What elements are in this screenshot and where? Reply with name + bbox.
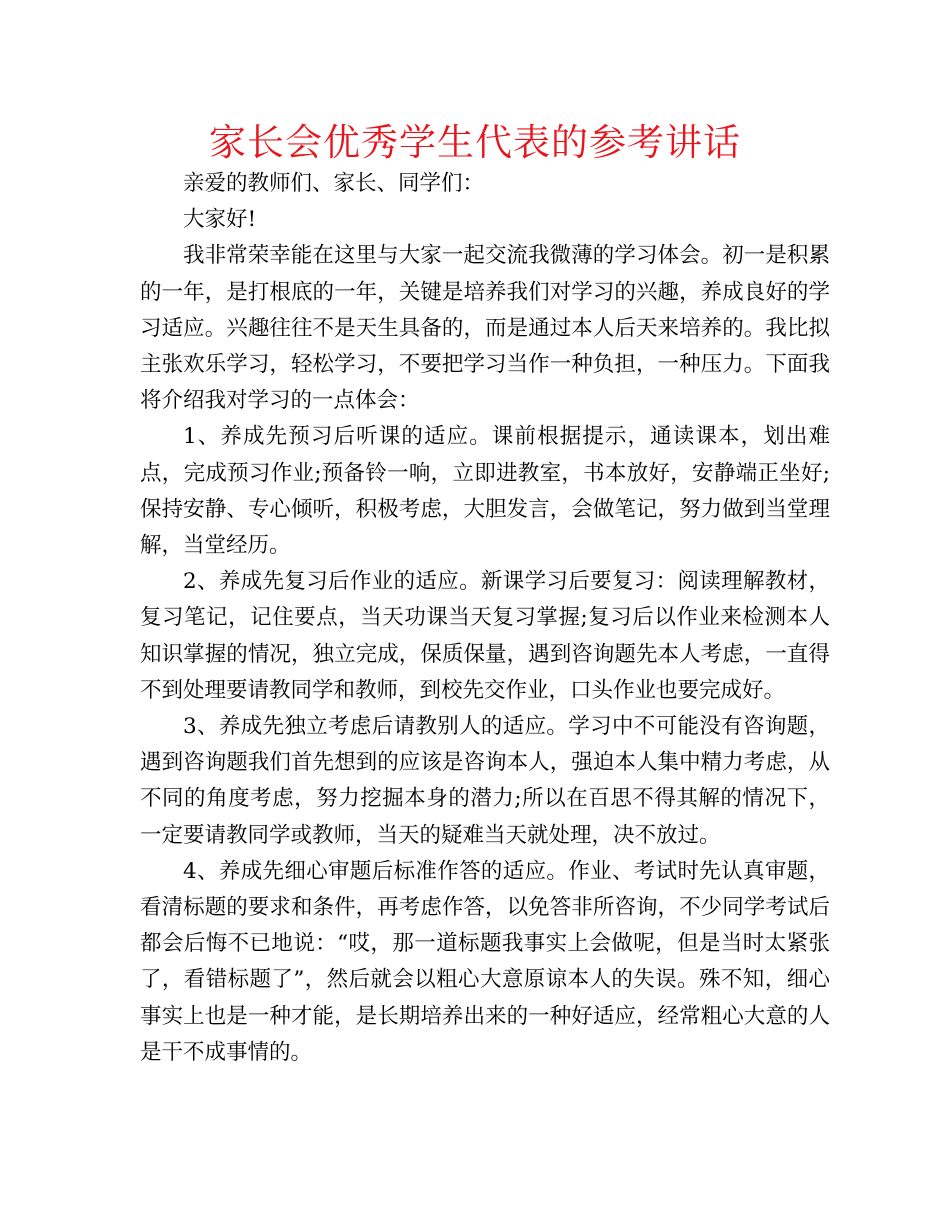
document-body: [140, 166, 830, 1071]
point-1-paragraph: 1、养成先预习后听课的适应。课前根据提示，通读课本，划出难点，完成预习作业;预备铃一响，立即进教室，书本放好，安静端正坐好;保持安静、专心倾听，积极考虑，大胆发言，会做笔记，努力做到当堂理解，当堂经历。: [140, 424, 830, 559]
intro-paragraph: 我非常荣幸能在这里与大家一起交流我微薄的学习体会。初一是积累的一年，是打根底的一年，关键是培养我们对学习的兴趣，养成良好的学习适应。兴趣往往不是天生具备的，而是通过本人后天来培养的。我比拟主张欢乐学习，轻松学习，不要把学习当作一种负担，一种压力。下面我将介绍我对学习的一点体会：: [140, 243, 830, 414]
greeting: 大家好!: [183, 207, 257, 233]
document-title: 家长会优秀学生代表的参考讲话: [209, 121, 741, 164]
point-4-paragraph: 4、养成先细心审题后标准作答的适应。作业、考试时先认真审题，看清标题的要求和条件，再考虑作答，以免答非所咨询，不少同学考试后都会后悔不已地说：“哎，那一道标题我事实上会做呢，但是当时太紧张了，看错标题了”，然后就会以粗心大意原谅本人的失误。殊不知，细心事实上也是一种才能，是长期培养出来的一种好适应，经常粗心大意的人是干不成事情的。: [140, 858, 830, 1065]
point-3-paragraph: 3、养成先独立考虑后请教别人的适应。学习中不可能没有咨询题，遇到咨询题我们首先想到的应该是咨询本人，强迫本人集中精力考虑，从不同的角度考虑，努力挖掘本身的潜力;所以在百思不得其解的情况下，一定要请教同学或教师，当天的疑难当天就处理，决不放过。: [140, 714, 830, 848]
point-2-paragraph: 2、养成先复习后作业的适应。新课学习后要复习：阅读理解教材，复习笔记，记住要点，当天功课当天复习掌握;复习后以作业来检测本人知识掌握的情况，独立完成，保质保量，遇到咨询题先本人考虑，一直得不到处理要请教同学和教师，到校先交作业，口头作业也要完成好。: [140, 569, 830, 703]
salutation: 亲爱的教师们、家长、同学们：: [183, 171, 485, 196]
